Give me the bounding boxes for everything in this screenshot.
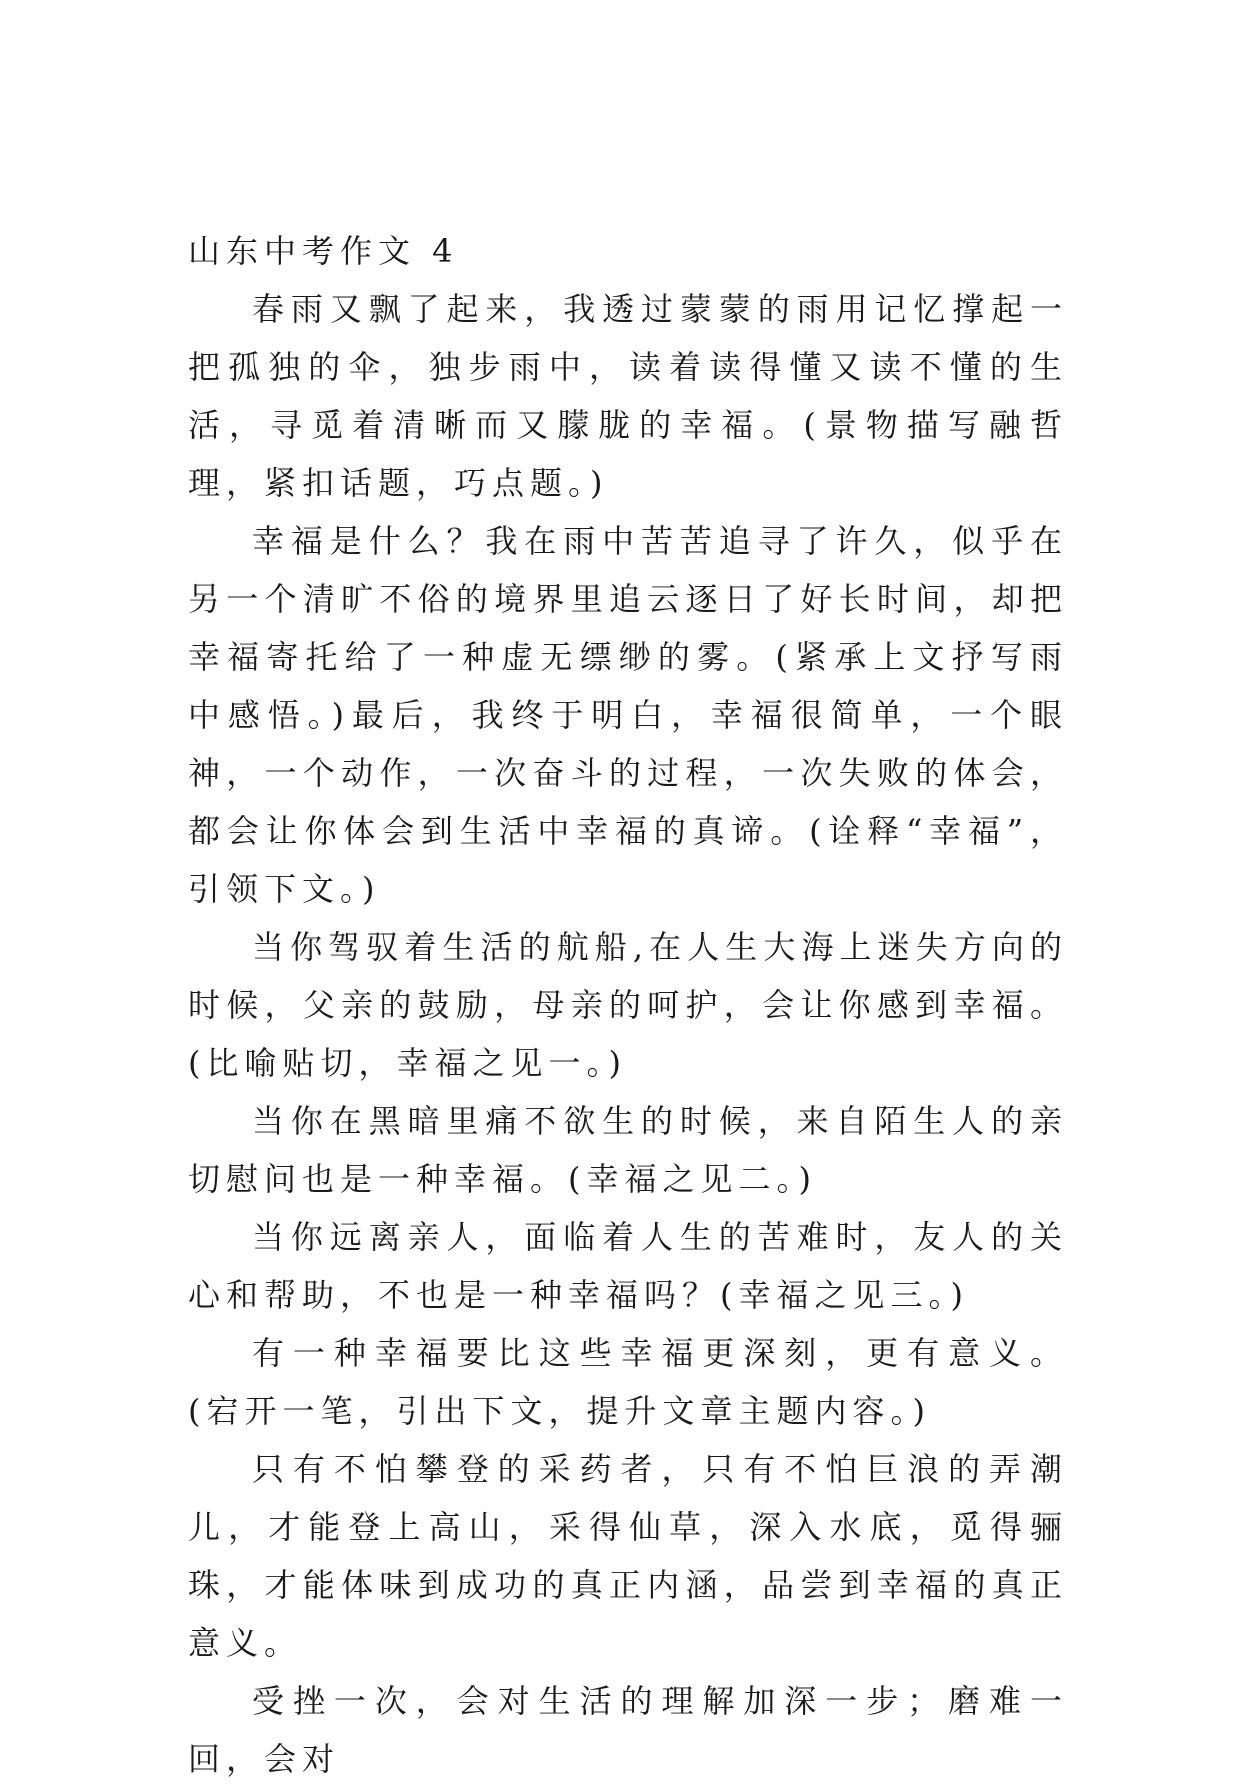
paragraph-8: 受挫一次，会对生活的理解加深一步；磨难一回，会对 [188,1682,1068,1778]
paragraph-2: 幸福是什么？我在雨中苦苦追寻了许久，似乎在另一个清旷不俗的境界里追云逐日了好长时间，却把幸福寄托给了一种虚无缥缈的雾。(紧承上文抒写雨中感悟。)最后，我终于明白，幸福很简单，一个眼神，一个动作，一次奋斗的过程，一次失败的体会，都会让你体会到生活中幸福的真谛。(诠释“幸福”，引领下文。) [188,522,1068,908]
paragraph-3: 当你驾驭着生活的航船,在人生大海上迷失方向的时候，父亲的鼓励，母亲的呵护，会让你感到幸福。(比喻贴切，幸福之见一。) [188,928,1068,1082]
paragraph-4: 当你在黑暗里痛不欲生的时候，来自陌生人的亲切慰问也是一种幸福。(幸福之见二。) [188,1102,1068,1198]
paragraph-6: 有一种幸福要比这些幸福更深刻，更有意义。(宕开一笔，引出下文，提升文章主题内容。) [188,1334,1068,1430]
paragraph-5: 当你远离亲人，面临着人生的苦难时，友人的关心和帮助，不也是一种幸福吗？(幸福之见三。) [188,1218,1068,1314]
document-body [188,222,1068,1788]
document-title: 山东中考作文 4 [188,232,459,270]
paragraph-1: 春雨又飘了起来，我透过蒙蒙的雨用记忆撑起一把孤独的伞，独步雨中，读着读得懂又读不懂的生活，寻觅着清晰而又朦胧的幸福。(景物描写融哲理，紧扣话题，巧点题。) [188,290,1068,502]
paragraph-7: 只有不怕攀登的采药者，只有不怕巨浪的弄潮儿，才能登上高山，采得仙草，深入水底，觅得骊珠，才能体味到成功的真正内涵，品尝到幸福的真正意义。 [188,1450,1068,1662]
